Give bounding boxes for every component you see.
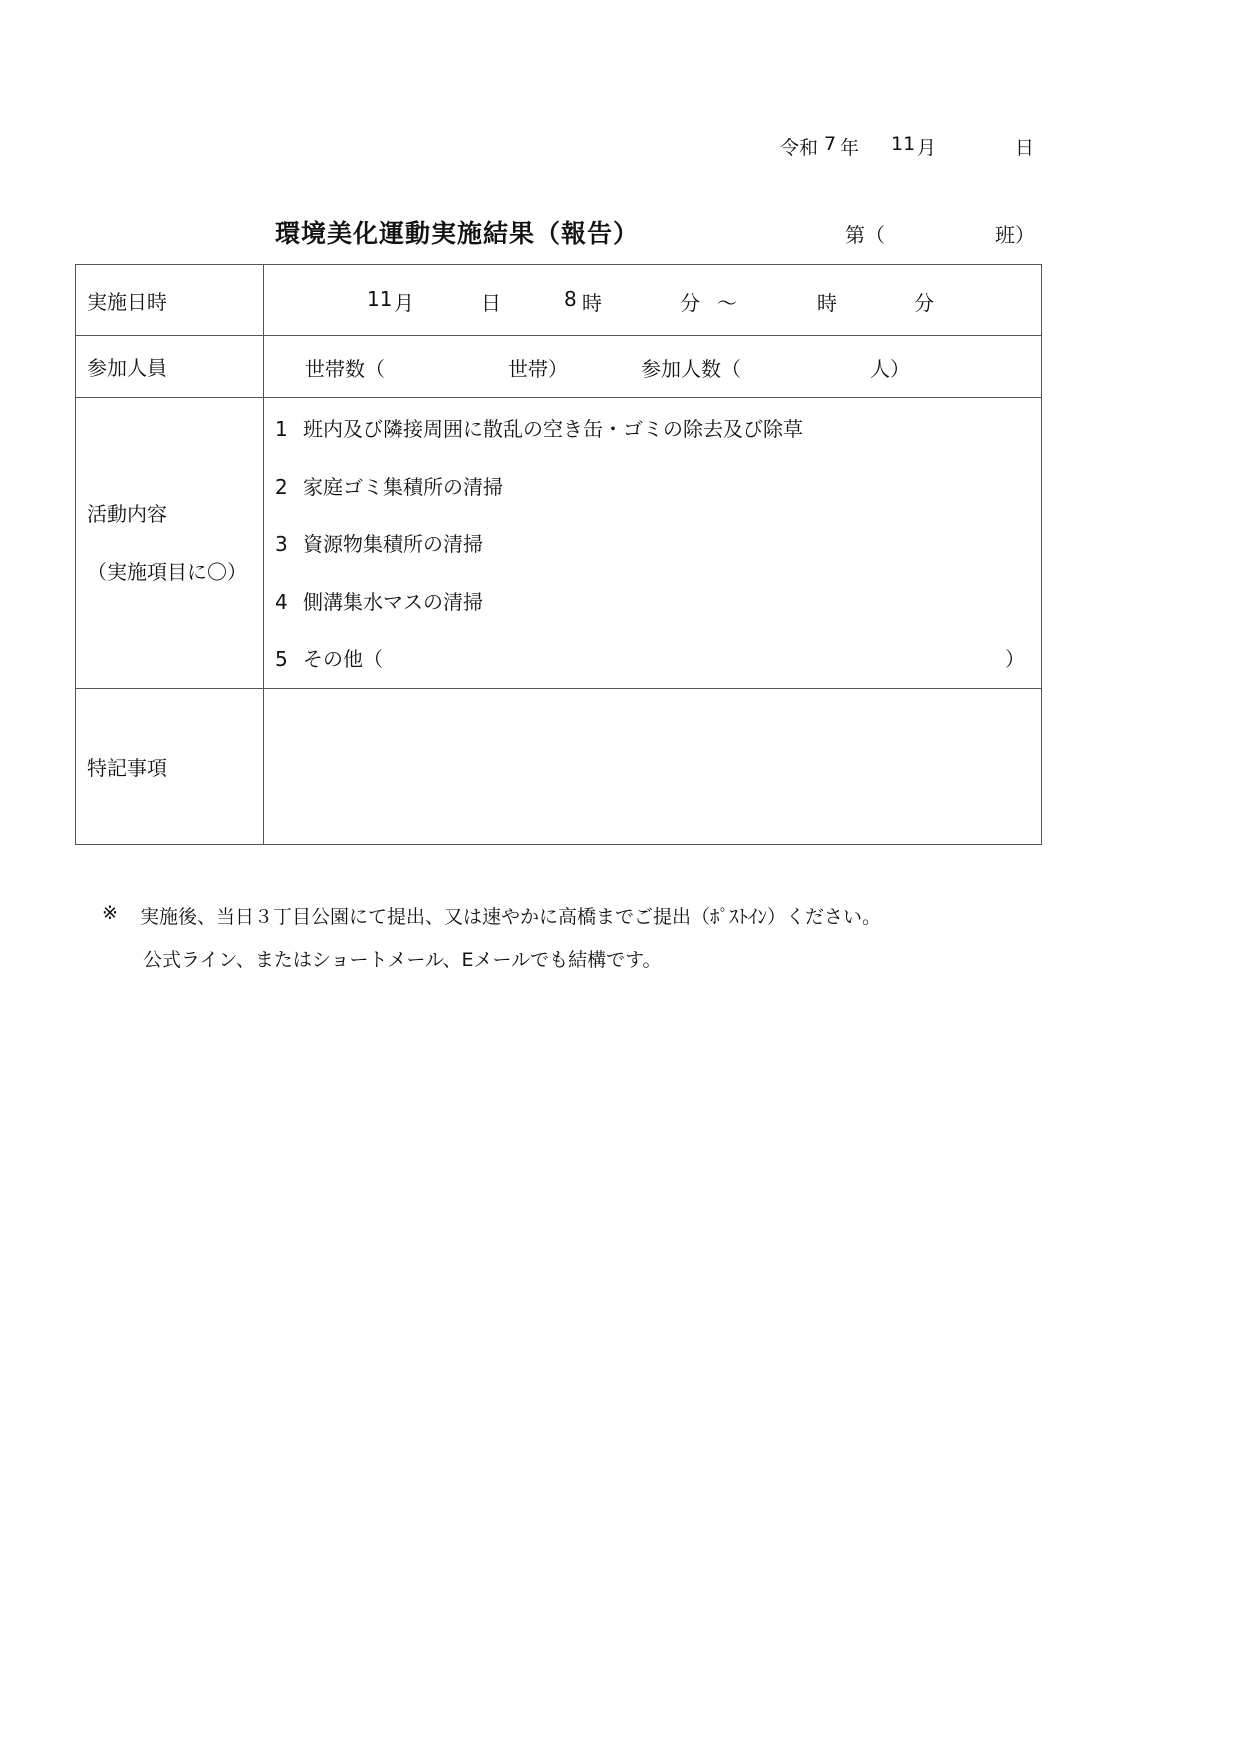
activity-item[interactable]: 3 資源物集積所の清掃: [275, 532, 483, 556]
report-form-table: [75, 264, 1042, 845]
activity-label-cell: [76, 398, 264, 689]
group-suffix: 班）: [995, 223, 1035, 247]
activity-label-note: （実施項目に〇）: [87, 560, 247, 584]
group-prefix: 第（: [845, 223, 885, 247]
activity-item-other[interactable]: 5 その他（ ）: [275, 643, 1015, 672]
note-line-2: 公式ライン、またはショートメール、Eメールでも結構です。: [143, 949, 662, 971]
note-line-1: 実施後、当日３丁目公園にて提出、又は速やかに高橋までご提出（ﾎﾟｽﾄｲﾝ）ください。: [140, 906, 882, 928]
participants-label: 参加人員: [76, 336, 264, 398]
activity-list: [264, 398, 1041, 688]
notes-input-cell[interactable]: [264, 689, 1042, 845]
date-day-unit: 日: [481, 291, 501, 315]
page-title: 環境美化運動実施結果（報告）: [275, 219, 640, 248]
start-minute-unit: 分: [680, 291, 700, 315]
activity-item[interactable]: 2 家庭ゴミ集積所の清掃: [275, 475, 503, 499]
start-hour-unit: 時: [582, 291, 602, 315]
participants-close: 人）: [870, 357, 910, 381]
date-value-cell[interactable]: [264, 265, 1042, 336]
households-close: 世帯）: [508, 357, 568, 381]
row-participants: [76, 336, 1042, 398]
date-era: 令和: [780, 137, 819, 159]
start-hour: 8: [564, 287, 577, 311]
note-mark: ※: [102, 902, 118, 924]
date-year-unit: 年: [840, 137, 860, 159]
row-activity: [76, 398, 1042, 689]
date-month: 11: [367, 287, 393, 311]
other-close-paren: ）: [1005, 647, 1025, 671]
end-minute-unit: 分: [914, 291, 934, 315]
row-date: [76, 265, 1042, 336]
date-month-unit: 月: [394, 291, 414, 315]
date-month-unit: 月: [917, 137, 937, 159]
notes-label: 特記事項: [76, 689, 264, 845]
activity-item[interactable]: 1 班内及び隣接周囲に散乱の空き缶・ゴミの除去及び除草: [275, 417, 803, 441]
time-range-tilde: 〜: [717, 291, 737, 315]
households-open: 世帯数（: [305, 357, 385, 381]
date-day-unit: 日: [1015, 137, 1035, 159]
participants-value-cell[interactable]: [264, 336, 1042, 398]
date-month: 11: [891, 133, 916, 155]
activity-item[interactable]: 4 側溝集水マスの清掃: [275, 590, 483, 614]
date-year: 7: [824, 133, 837, 155]
end-hour-unit: 時: [817, 291, 837, 315]
participants-open: 参加人数（: [641, 357, 741, 381]
row-notes: [76, 689, 1042, 845]
activity-label: 活動内容: [87, 502, 167, 526]
activity-items-cell: [264, 398, 1042, 689]
date-label: 実施日時: [76, 265, 264, 336]
